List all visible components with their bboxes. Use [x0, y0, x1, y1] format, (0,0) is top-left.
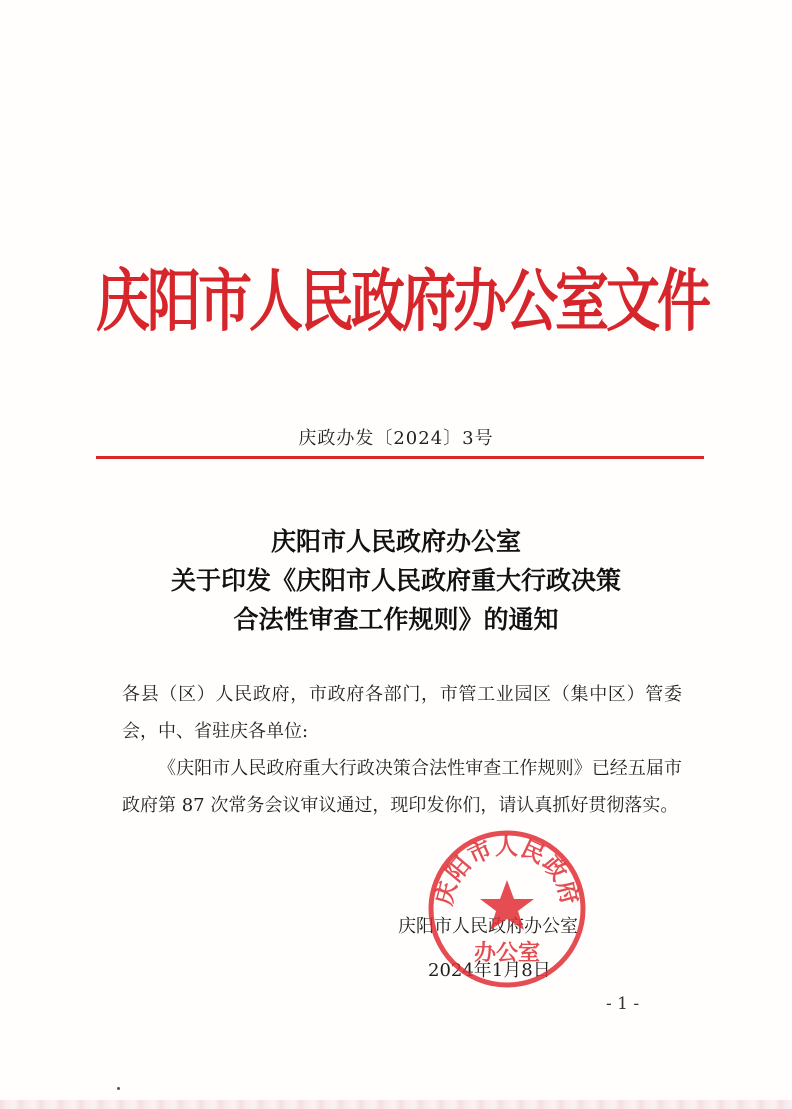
title-line-3: 合法性审查工作规则》的通知 [233, 605, 559, 634]
page-number: - 1 - [606, 994, 640, 1014]
scan-bottom-edge [0, 1100, 792, 1109]
svg-text:办公室: 办公室 [473, 940, 541, 966]
svg-text:庆阳市人民政府: 庆阳市人民政府 [430, 833, 584, 909]
notice-body [122, 676, 682, 824]
title-line-1: 庆阳市人民政府办公室 [270, 527, 521, 556]
issue-date: 2024年1月8日 [428, 960, 551, 981]
red-divider-line [96, 456, 704, 459]
title-line-2: 关于印发《庆阳市人民政府重大行政决策 [170, 566, 621, 595]
masthead-title: 庆阳市人民政府办公室文件 [96, 260, 708, 341]
issuer-signature: 庆阳市人民政府办公室 [398, 916, 578, 937]
document-number: 庆政办发〔2024〕3号 [298, 428, 494, 449]
main-paragraph: 《庆阳市人民政府重大行政决策合法性审查工作规则》已经五届市政府第 87 次常务会议审议通过，现印发你们，请认真抓好贯彻落实。 [122, 758, 682, 816]
scan-speck [117, 1087, 120, 1090]
official-seal-icon [426, 828, 588, 990]
addressee-paragraph: 各县（区）人民政府，市政府各部门，市管工业园区（集中区）管委会，中、省驻庆各单位: [122, 684, 682, 742]
notice-title [0, 522, 792, 639]
